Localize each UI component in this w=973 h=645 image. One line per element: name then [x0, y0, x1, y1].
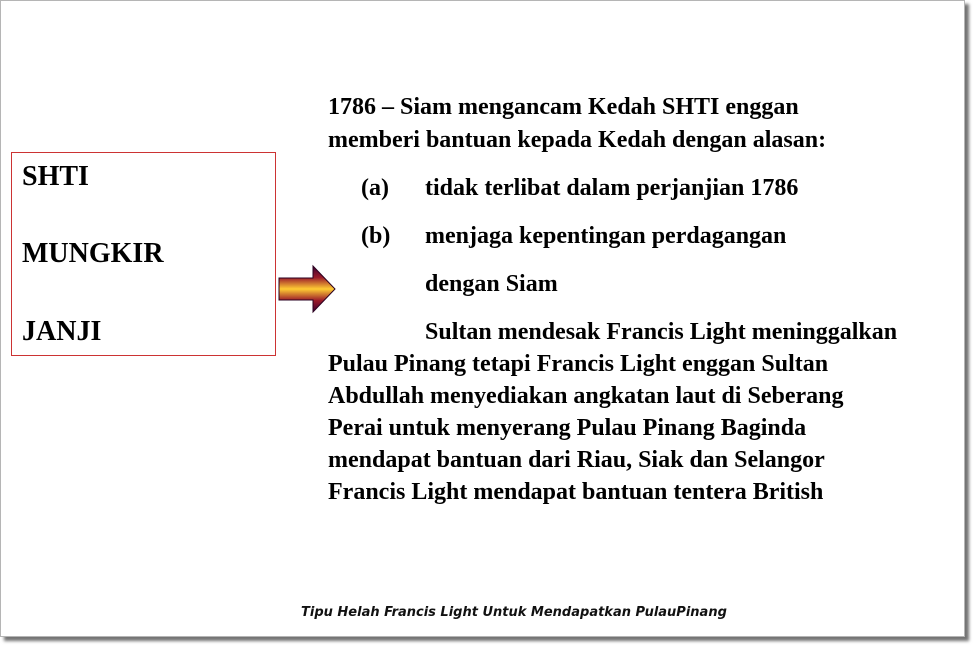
item-a-marker: (a)	[361, 175, 389, 201]
keyword-line-3: JANJI	[22, 316, 102, 347]
right-arrow-icon	[277, 264, 337, 314]
item-b-marker: (b)	[361, 223, 391, 249]
slide-caption: Tipu Helah Francis Light Untuk Mendapatkan PulauPinang	[301, 605, 727, 620]
paragraph-line-2: Pulau Pinang tetapi Francis Light enggan Sultan	[328, 351, 829, 377]
item-b-continuation: dengan Siam	[425, 271, 558, 297]
paragraph-line-4: Perai untuk menyerang Pulau Pinang Baginda	[328, 415, 807, 441]
item-b-text: menjaga kepentingan perdagangan	[425, 223, 787, 249]
keyword-box	[11, 152, 276, 356]
item-a-text: tidak terlibat dalam perjanjian 1786	[425, 175, 799, 201]
paragraph-line-1: Sultan mendesak Francis Light meninggalkan	[425, 319, 898, 345]
intro-line-1: 1786 – Siam mengancam Kedah SHTI enggan	[328, 94, 799, 120]
paragraph-line-6: Francis Light mendapat bantuan tentera British	[328, 479, 824, 505]
paragraph-line-5: mendapat bantuan dari Riau, Siak dan Selangor	[328, 447, 825, 473]
intro-line-2: memberi bantuan kepada Kedah dengan alasan:	[328, 127, 827, 153]
paragraph-line-3: Abdullah menyediakan angkatan laut di Seberang	[328, 383, 844, 409]
keyword-line-1: SHTI	[22, 161, 89, 192]
keyword-line-2: MUNGKIR	[22, 238, 164, 269]
